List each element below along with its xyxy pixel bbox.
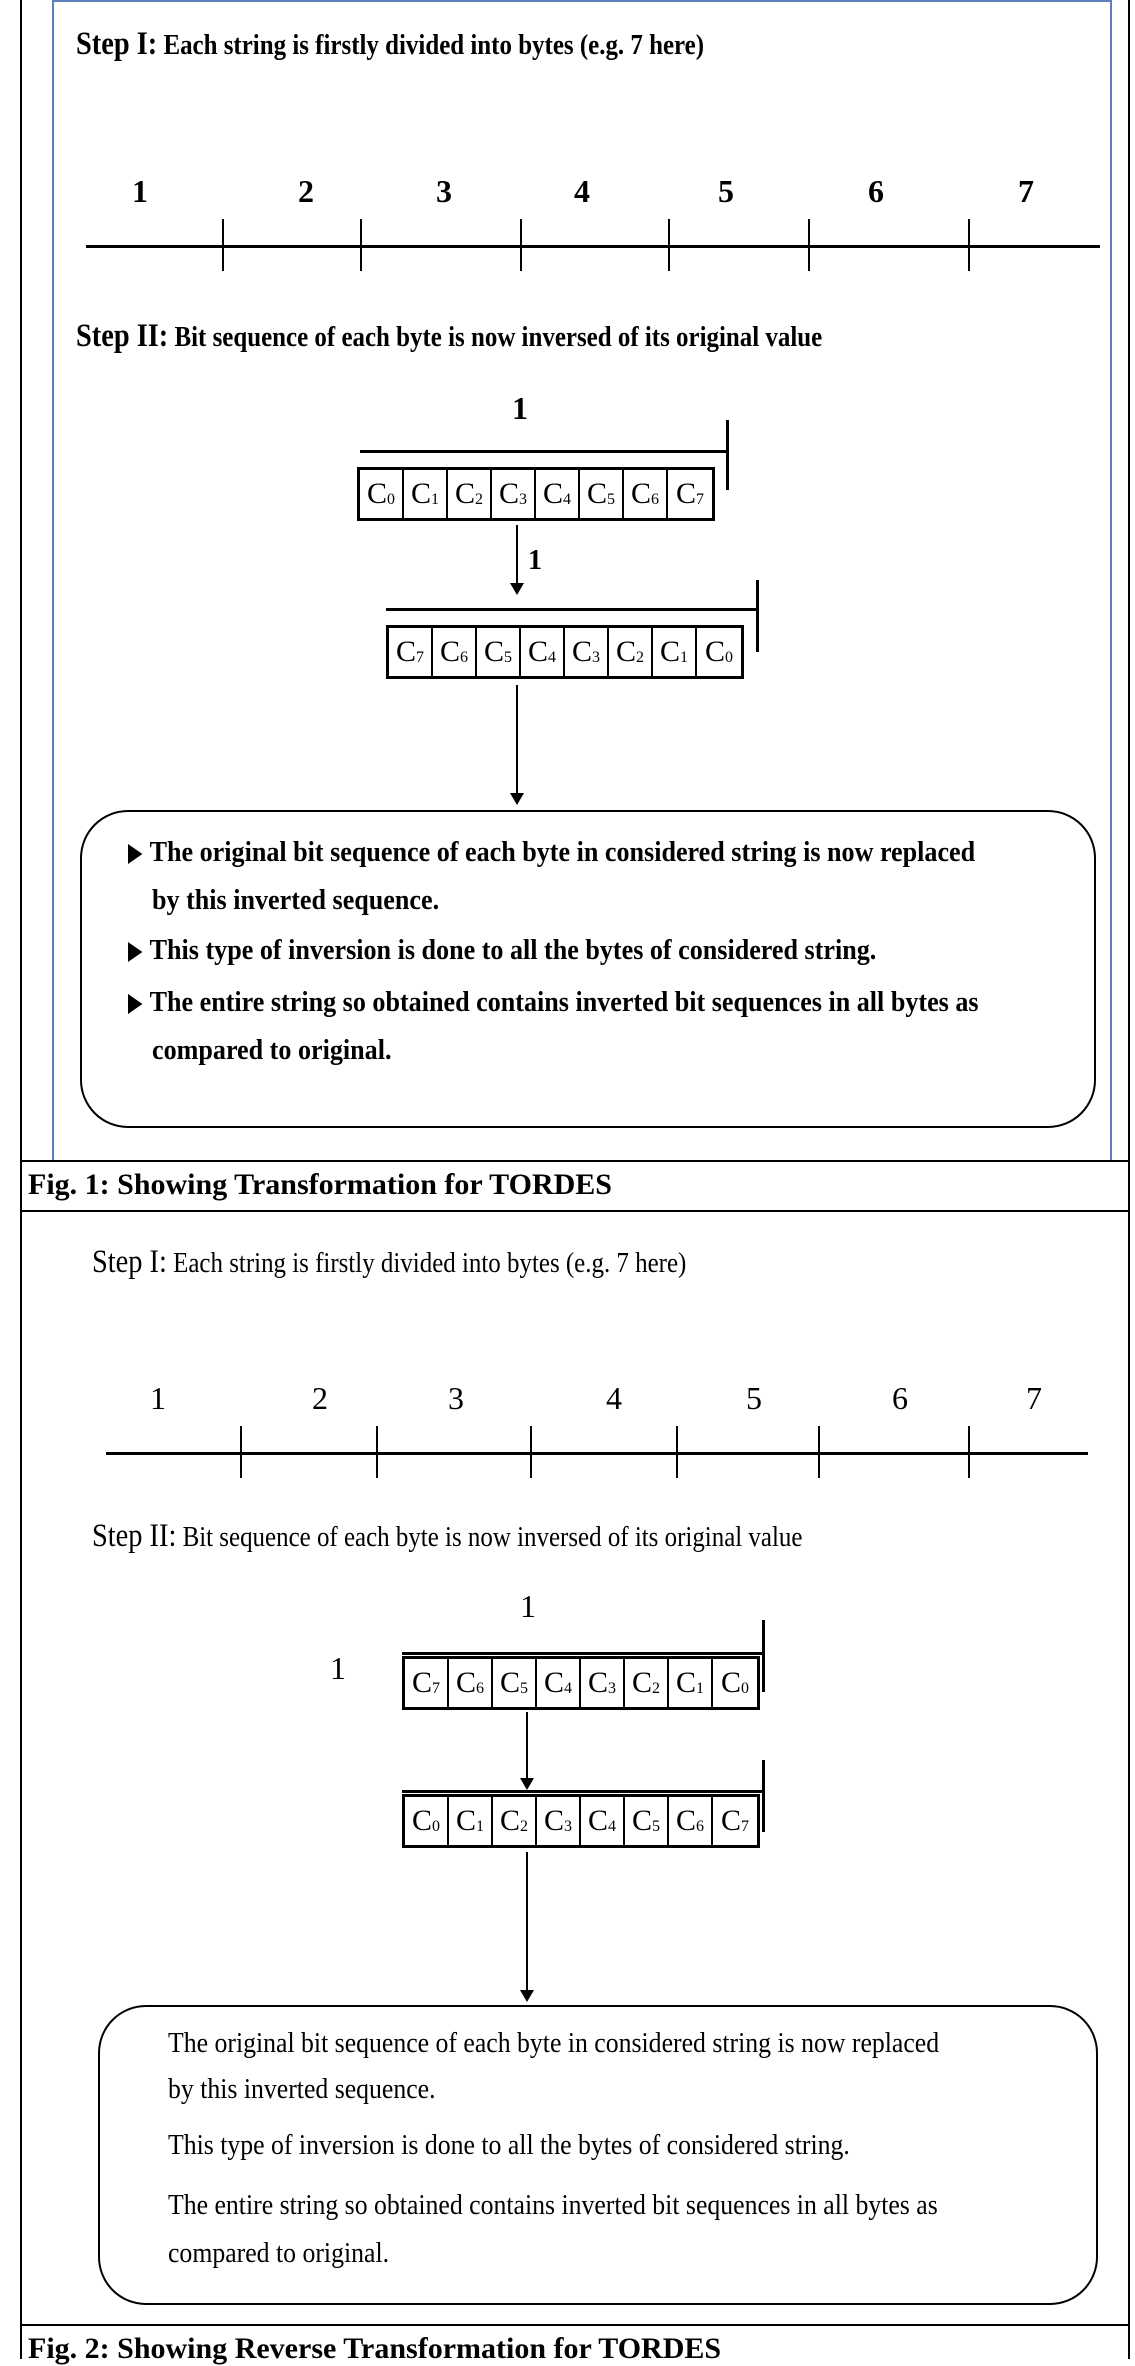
bit-cell: C $_6$ [669, 1797, 713, 1845]
fig1-step1-lead: Step I: [76, 26, 158, 62]
fig2-axis-tick [530, 1426, 532, 1478]
fig1-arrowhead-1 [510, 583, 524, 595]
fig1-axis-tick [968, 219, 970, 271]
fig2-arrowhead-1 [520, 1778, 534, 1790]
fig2-bullet-3: The entire string so obtained contains inverted bit sequences in all bytes as [168, 2190, 938, 2221]
fig2-step1 [92, 1244, 686, 1281]
fig1-axis-tick [222, 219, 224, 271]
fig2-bullet-1: The original bit sequence of each byte in considered string is now replaced [168, 2028, 940, 2059]
bit-cell: C $_4$ [536, 470, 580, 518]
bit-cell: C $_3$ [537, 1797, 581, 1845]
bit-cell: C $_0$ [360, 470, 404, 518]
fig2-byte-number-4: 4 [606, 1380, 622, 1416]
fig2-byte-label-top: 1 [520, 1588, 536, 1624]
bit-cell: C $_1$ [653, 628, 697, 676]
fig1-bullet-3: The entire string so obtained contains inverted bit sequences in all bytes as [128, 982, 979, 1022]
fig2-step2-text: Bit sequence of each byte is now inversed of its original value [176, 1521, 803, 1553]
fig2-axis-tick [376, 1426, 378, 1478]
fig2-row-original [402, 1794, 760, 1848]
fig2-step2 [92, 1518, 802, 1555]
fig1-pointer-icon-1 [128, 844, 142, 864]
fig2-step1-text: Each string is firstly divided into bytes (e.g. 7 here) [166, 1247, 687, 1279]
fig2-bracket-top [402, 1652, 764, 1655]
fig2-byte-number-5: 5 [746, 1380, 762, 1416]
fig2-row-inverted [402, 1656, 760, 1710]
fig1-byte-label-top: 1 [512, 390, 528, 426]
fig1-axis-line [86, 245, 1100, 248]
fig2-bullet-1b: by this inverted sequence. [168, 2074, 436, 2105]
fig2-axis-tick [676, 1426, 678, 1478]
fig1-axis-tick [808, 219, 810, 271]
fig1-step2 [76, 318, 822, 355]
bit-cell: C $_3$ [492, 470, 536, 518]
fig1-byte-label-bottom: 1 [528, 545, 542, 576]
bit-cell: C $_3$ [581, 1659, 625, 1707]
bit-cell: C $_2$ [609, 628, 653, 676]
fig1-bracket-side-2 [756, 580, 759, 652]
fig1-caption: Fig. 1: Showing Transformation for TORDES [28, 1168, 612, 1201]
fig1-step2-text: Bit sequence of each byte is now inversed of its original value [168, 321, 823, 353]
fig2-bullet-2: This type of inversion is done to all the bytes of considered string. [168, 2130, 850, 2161]
fig1-pointer-icon-2 [128, 942, 142, 962]
fig1-arrow-1 [516, 525, 518, 585]
fig1-axis-tick [520, 219, 522, 271]
bit-cell: C $_7$ [720, 1804, 749, 1837]
fig2-axis-tick [968, 1426, 970, 1478]
fig2-step1-lead: Step I: [92, 1244, 167, 1280]
fig1-bracket-top [360, 450, 728, 453]
fig2-byte-label-left: 1 [330, 1650, 346, 1686]
fig1-bullet-1b: by this inverted sequence. [152, 884, 440, 916]
fig1-byte-number-7: 7 [1018, 173, 1034, 209]
fig1-axis-tick [360, 219, 362, 271]
fig2-bracket-side-2 [762, 1760, 765, 1832]
fig1-bracket-top-2 [386, 608, 758, 611]
bit-cell: C $_5$ [493, 1659, 537, 1707]
bit-cell: C $_2$ [625, 1659, 669, 1707]
bit-cell: C $_3$ [565, 628, 609, 676]
fig1-caption-divider-bottom [20, 1210, 1130, 1212]
fig1-bullet-1: The original bit sequence of each byte in considered string is now replaced [128, 832, 975, 872]
fig2-byte-number-1: 1 [150, 1380, 166, 1416]
bit-cell: C $_5$ [580, 470, 624, 518]
fig1-byte-number-1: 1 [132, 173, 148, 209]
bit-cell: C $_6$ [433, 628, 477, 676]
bit-cell: C $_0$ [704, 635, 733, 668]
fig2-axis-tick [240, 1426, 242, 1478]
fig1-row-inverted [386, 625, 744, 679]
fig2-bracket-side [762, 1620, 765, 1692]
fig2-arrowhead-2 [520, 1990, 534, 2002]
fig2-arrow-1 [526, 1712, 528, 1782]
fig2-byte-number-3: 3 [448, 1380, 464, 1416]
bit-cell: C $_4$ [521, 628, 565, 676]
fig2-byte-number-6: 6 [892, 1380, 908, 1416]
fig1-byte-number-5: 5 [718, 173, 734, 209]
bit-cell: C $_2$ [493, 1797, 537, 1845]
fig1-row-original [357, 467, 715, 521]
bit-cell: C $_6$ [449, 1659, 493, 1707]
bit-cell: C $_1$ [669, 1659, 713, 1707]
bit-cell: C $_1$ [449, 1797, 493, 1845]
fig1-axis-tick [668, 219, 670, 271]
fig1-pointer-icon-3 [128, 994, 142, 1014]
bit-cell: C $_5$ [625, 1797, 669, 1845]
fig2-byte-number-7: 7 [1026, 1380, 1042, 1416]
fig2-bullet-3b: compared to original. [168, 2238, 390, 2269]
bit-cell: C $_4$ [537, 1659, 581, 1707]
bit-cell: C $_7$ [405, 1659, 449, 1707]
bit-cell: C $_7$ [675, 477, 704, 510]
fig1-caption-divider-top [20, 1160, 1130, 1162]
fig1-arrowhead-2 [510, 793, 524, 805]
fig2-byte-number-2: 2 [312, 1380, 328, 1416]
bit-cell: C $_7$ [389, 628, 433, 676]
fig1-bullet-2: This type of inversion is done to all the bytes of considered string. [128, 930, 876, 970]
fig1-byte-number-3: 3 [436, 173, 452, 209]
fig2-axis-tick [818, 1426, 820, 1478]
fig2-caption: Fig. 2: Showing Reverse Transformation for TORDES [28, 2332, 722, 2365]
fig1-step1 [76, 26, 704, 63]
fig1-byte-number-4: 4 [574, 173, 590, 209]
bit-cell: C $_1$ [404, 470, 448, 518]
fig2-step2-lead: Step II: [92, 1518, 177, 1554]
fig1-byte-number-6: 6 [868, 173, 884, 209]
bit-cell: C $_0$ [405, 1797, 449, 1845]
fig1-step2-lead: Step II: [76, 318, 169, 354]
bit-cell: C $_2$ [448, 470, 492, 518]
fig1-bullet-3b: compared to original. [152, 1034, 392, 1066]
fig1-byte-number-2: 2 [298, 173, 314, 209]
fig2-arrow-2 [526, 1852, 528, 1992]
bit-cell: C $_5$ [477, 628, 521, 676]
fig1-step1-text: Each string is firstly divided into bytes (e.g. 7 here) [157, 29, 705, 61]
bit-cell: C $_0$ [720, 1666, 749, 1699]
fig2-bracket-top-2 [402, 1790, 764, 1793]
bit-cell: C $_6$ [624, 470, 668, 518]
bit-cell: C $_4$ [581, 1797, 625, 1845]
fig2-axis-line [106, 1452, 1088, 1455]
fig2-caption-divider-top [20, 2324, 1130, 2326]
fig1-arrow-2 [516, 685, 518, 795]
fig1-bracket-side [726, 420, 729, 490]
